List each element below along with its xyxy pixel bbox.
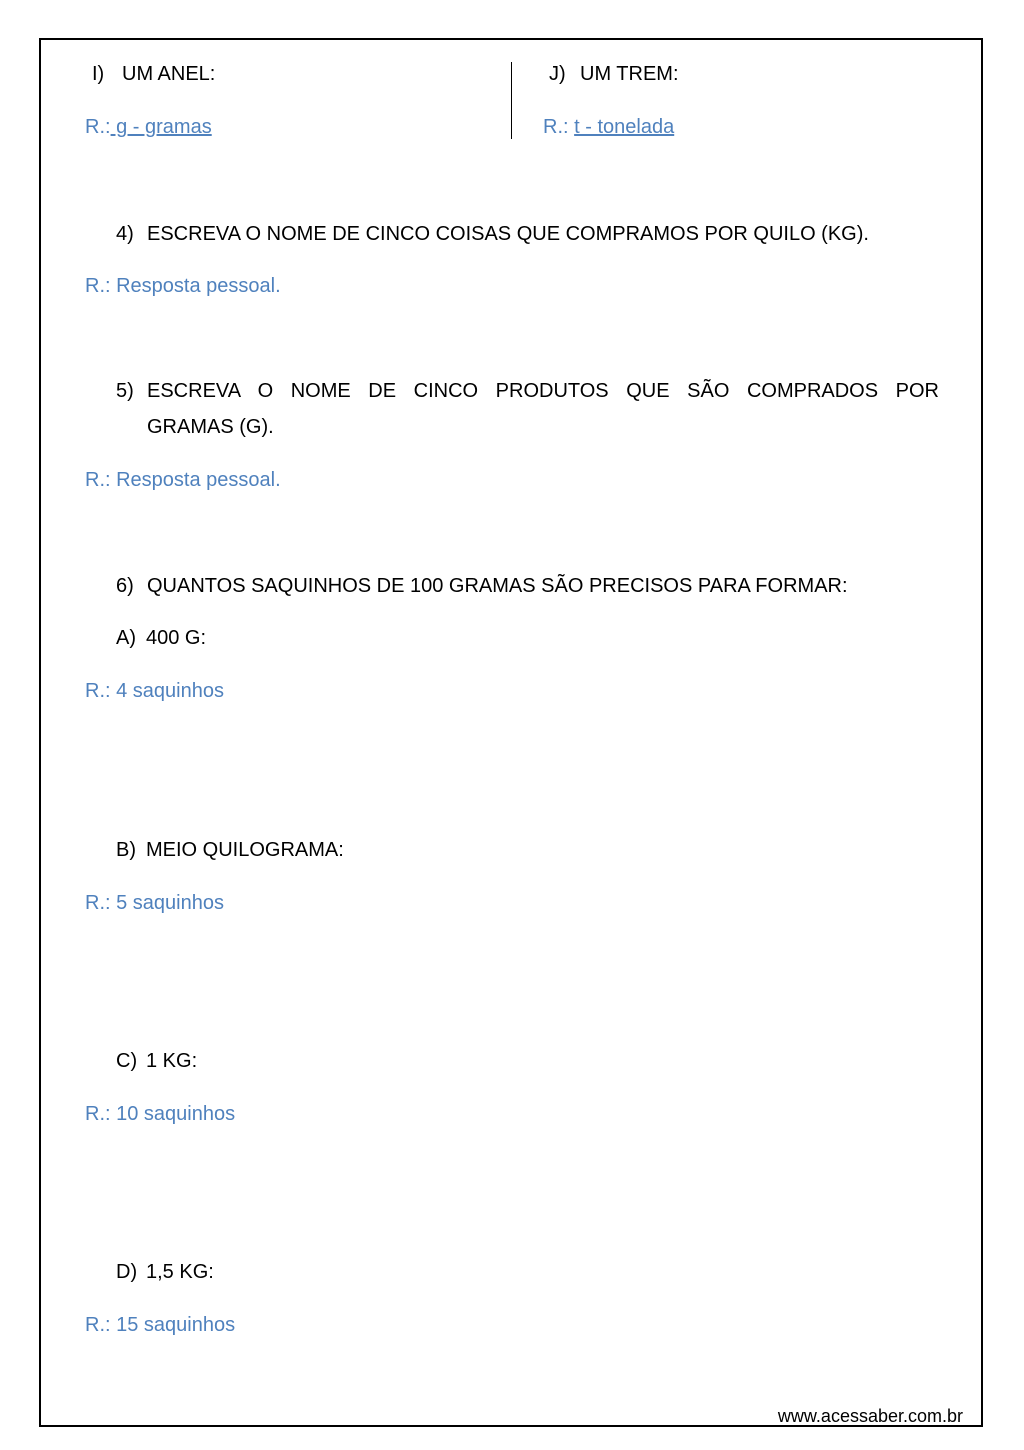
q6b-label: MEIO QUILOGRAMA: <box>146 839 344 861</box>
q6-number: 6) <box>116 575 134 597</box>
q6a-marker: A) <box>116 627 136 649</box>
item-j-label: UM TREM: <box>580 63 679 85</box>
q4-answer: R.: Resposta pessoal. <box>85 275 281 297</box>
q6d-marker: D) <box>116 1261 138 1283</box>
footer-url: www.acessaber.com.br <box>777 1406 963 1426</box>
q6a-label: 400 G: <box>146 627 207 649</box>
q5-text-line2: GRAMAS (G). <box>147 416 274 438</box>
q6d-label: 1,5 KG: <box>146 1261 214 1283</box>
q4-text: ESCREVA O NOME DE CINCO COISAS QUE COMPRAMOS POR QUILO (KG). <box>147 223 869 245</box>
item-j-marker: J) <box>549 63 566 85</box>
column-divider <box>511 62 512 139</box>
item-j-answer <box>543 115 674 139</box>
item-i-answer <box>85 115 212 139</box>
page-border <box>39 38 983 1427</box>
q6c-label: 1 KG: <box>146 1050 198 1072</box>
item-i-label: UM ANEL: <box>122 63 216 85</box>
item-i-marker: I) <box>92 63 105 85</box>
q6d-answer: R.: 15 saquinhos <box>85 1314 236 1336</box>
q5-answer: R.: Resposta pessoal. <box>85 469 281 491</box>
q6b-marker: B) <box>116 839 136 861</box>
q6c-marker: C) <box>116 1050 138 1072</box>
q6c-answer: R.: 10 saquinhos <box>85 1103 236 1125</box>
q6a-answer: R.: 4 saquinhos <box>85 680 224 702</box>
q5-text-line1: ESCREVA O NOME DE CINCO PRODUTOS QUE SÃO COMPRADOS POR <box>147 380 939 402</box>
item-j-answer-prefix: R.: <box>543 116 569 138</box>
q5-number: 5) <box>116 380 134 402</box>
item-j-answer-value: t - tonelada <box>574 116 675 138</box>
q4-number: 4) <box>116 223 134 245</box>
item-i-answer-prefix: R.: <box>85 116 111 138</box>
q6b-answer: R.: 5 saquinhos <box>85 892 224 914</box>
item-i-answer-value: g - gramas <box>110 116 212 138</box>
q6-text: QUANTOS SAQUINHOS DE 100 GRAMAS SÃO PRECISOS PARA FORMAR: <box>147 575 848 597</box>
